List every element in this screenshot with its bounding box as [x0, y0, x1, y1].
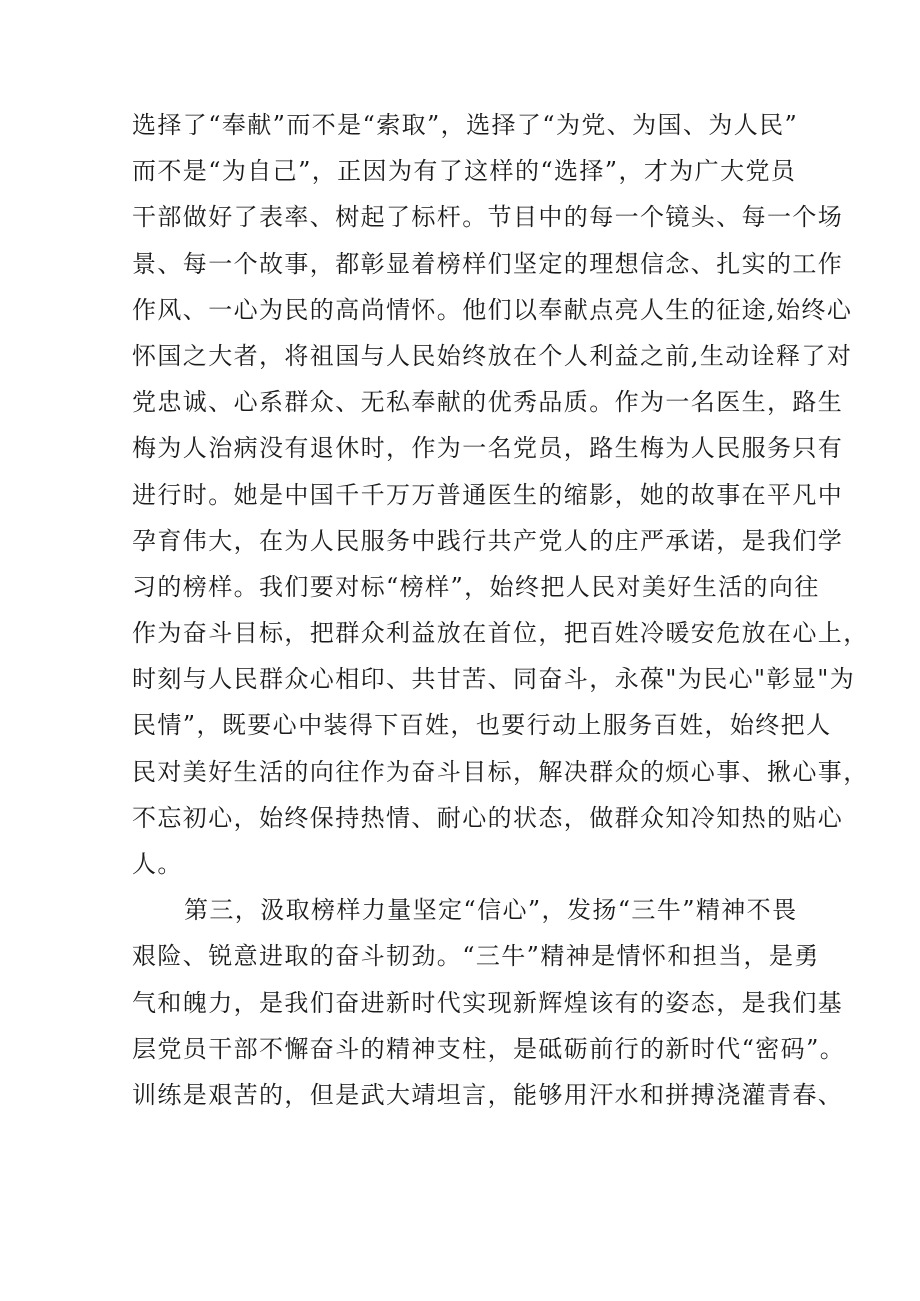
text-line: 人。	[132, 850, 183, 878]
text-line: 民情”，既要心中装得下百姓，也要行动上服务百姓，始终把人	[132, 711, 832, 740]
text-line: 景、每一个故事，都彰显着榜样们坚定的理想信念、扎实的工作	[132, 249, 844, 278]
text-line: 而不是“为自己”，正因为有了这样的“选择”，才为广大党员	[132, 157, 797, 186]
text-line: 时刻与人民群众心相印、共甘苦、同奋斗，永葆"为民心"彰显"为	[132, 665, 856, 694]
text-line: 习的榜样。我们要对标“榜样”，始终把人民对美好生活的向往	[132, 572, 820, 601]
text-line: 进行时。她是中国千千万万普通医生的缩影，她的故事在平凡中	[132, 480, 844, 509]
text-line: 孕育伟大，在为人民服务中践行共产党人的庄严承诺，是我们学	[132, 526, 844, 555]
text-line: 选择了“奉献”而不是“索取”，选择了“为党、为国、为人民”	[132, 111, 799, 139]
text-line: 不忘初心，始终保持热情、耐心的状态，做群众知冷知热的贴心	[132, 803, 844, 832]
text-line: 怀国之大者，将祖国与人民始终放在个人利益之前,生动诠释了对	[132, 341, 853, 370]
text-line: 层党员干部不懈奋斗的精神支柱，是砥砺前行的新时代“密码”。	[132, 1034, 846, 1063]
text-line: 气和魄力，是我们奋进新时代实现新辉煌该有的姿态，是我们基	[132, 988, 844, 1017]
document-body	[132, 102, 869, 1118]
text-line: 作为奋斗目标，把群众利益放在首位，把百姓冷暖安危放在心上，	[132, 619, 869, 648]
text-line: 训练是艰苦的，但是武大靖坦言，能够用汗水和拼搏浇灌青春、	[132, 1080, 844, 1109]
text-line: 作风、一心为民的高尚情怀。他们以奉献点亮人生的征途,始终心	[132, 295, 853, 324]
paragraph	[132, 887, 846, 1118]
text-line: 民对美好生活的向往作为奋斗目标，解决群众的烦心事、揪心事，	[132, 757, 869, 786]
text-line: 梅为人治病没有退休时，作为一名党员，路生梅为人民服务只有	[132, 434, 844, 463]
text-line: 干部做好了表率、树起了标杆。节目中的每一个镜头、每一个场	[132, 203, 844, 232]
paragraph	[132, 102, 869, 887]
text-line: 第三，汲取榜样力量坚定“信心”，发扬“三牛”精神不畏	[184, 896, 798, 925]
text-line: 党忠诚、心系群众、无私奉献的优秀品质。作为一名医生，路生	[132, 388, 844, 417]
text-line: 艰险、锐意进取的奋斗韧劲。“三牛”精神是情怀和担当，是勇	[132, 942, 820, 971]
